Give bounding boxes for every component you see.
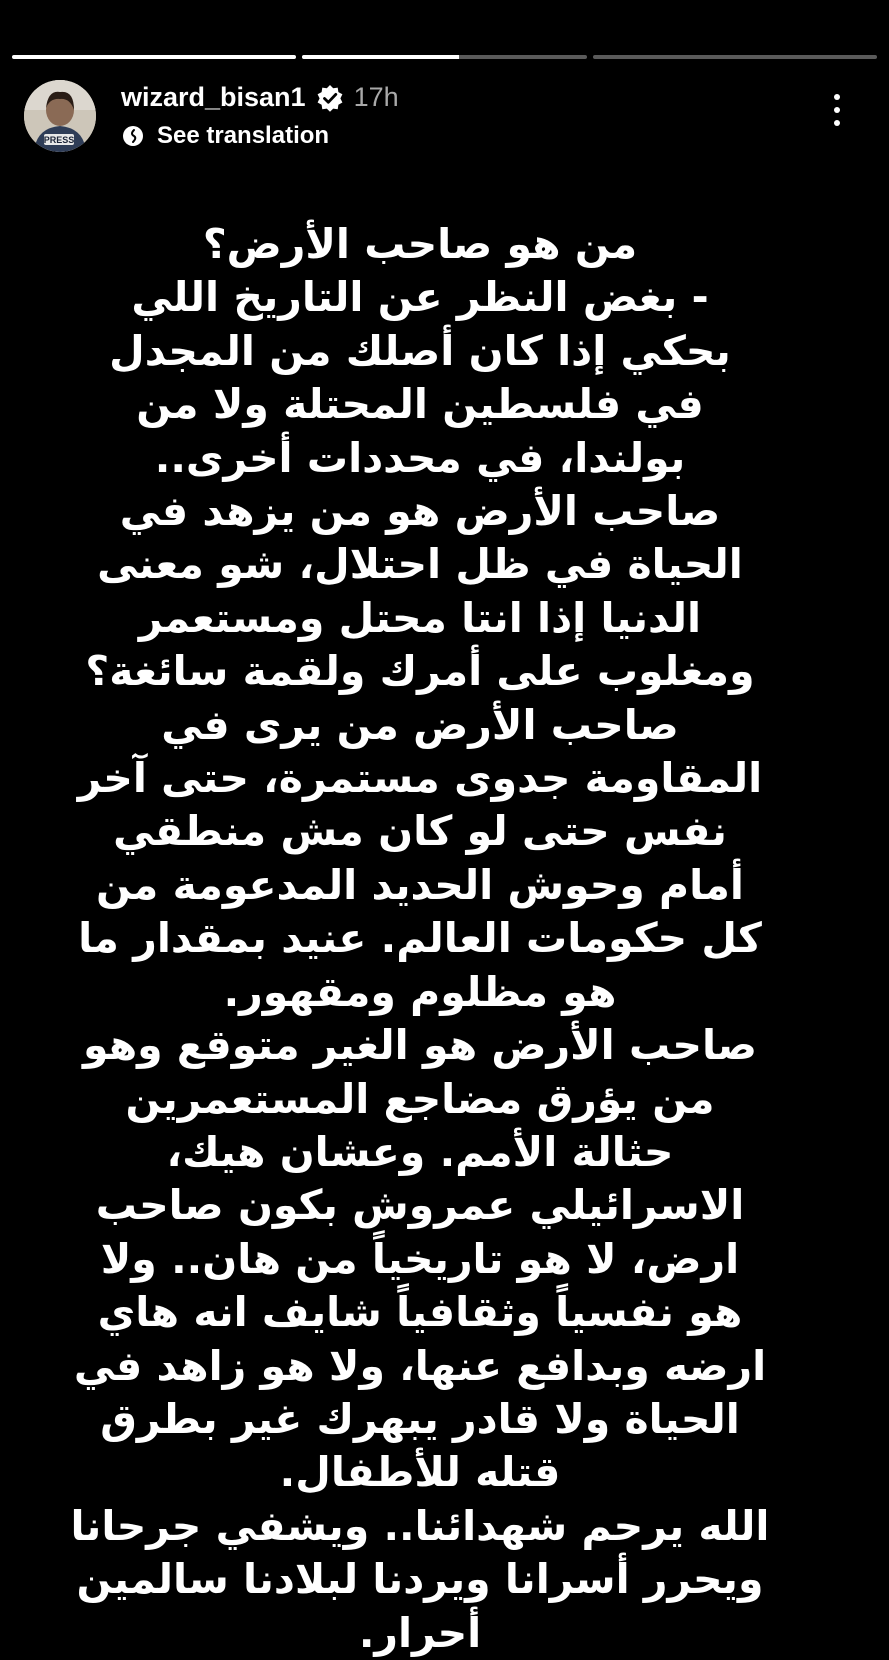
story-header — [24, 80, 865, 156]
story-paragraph: من هو صاحب الأرض؟ — [202, 220, 638, 268]
progress-segment — [302, 55, 586, 59]
avatar[interactable] — [24, 80, 96, 152]
more-vertical-icon[interactable] — [825, 94, 849, 134]
post-time: 17h — [353, 82, 399, 112]
username[interactable]: wizard_bisan1 — [121, 82, 306, 112]
globe-icon — [121, 124, 145, 148]
see-translation-button[interactable] — [121, 122, 329, 150]
see-translation-label: See translation — [157, 122, 330, 149]
story-progress-bar — [12, 55, 877, 59]
progress-segment-fill — [12, 55, 296, 59]
story-paragraph: الله يرحم شهدائنا.. ويشفي جرحانا ويحرر أسرانا ويردنا لبلادنا سالمين أحرار. — [70, 1501, 770, 1657]
story-text-body — [70, 218, 770, 1660]
verified-badge-icon — [316, 84, 344, 112]
progress-segment — [593, 55, 877, 59]
avatar-press-badge: PRESS — [43, 135, 75, 145]
story-paragraph: صاحب الأرض هو الغير متوقع وهو من يؤرق مضاجع المستعمرين حثالة الأمم. وعشان هيك، الاسرائيلي عمروش بكون صاحب ارض، لا هو تاريخياً من هان.. ولا هو نفسياً وثقافياً شايف انه هاي ارضه وبدافع عنها، ولا هو زاهد في الحياة ولا قادر يبهرك غير بطرق قتله للأطفال. — [73, 1021, 767, 1497]
story-paragraph: - بغض النظر عن التاريخ اللي بحكي إذا كان أصلك من المجدل في فلسطين المحتلة ولا من بولندا، في محددات أخرى.. — [109, 273, 731, 482]
avatar-image — [24, 80, 96, 152]
progress-segment — [12, 55, 296, 59]
story-paragraph: صاحب الأرض هو من يزهد في الحياة في ظل احتلال، شو معنى الدنيا إذا انتا محتل ومستعمر ومغلوب على أمرك ولقمة سائغة؟ صاحب الأرض من يرى في المقاومة جدوى مستمرة، حتى آخر نفس حتى لو كان مش منطقي أمام وحوش الحديد المدعومة من كل حكومات العالم. عنيد بمقدار ما هو مظلوم ومقهور. — [77, 487, 763, 1016]
user-line — [121, 82, 399, 113]
progress-segment-fill — [302, 55, 458, 59]
